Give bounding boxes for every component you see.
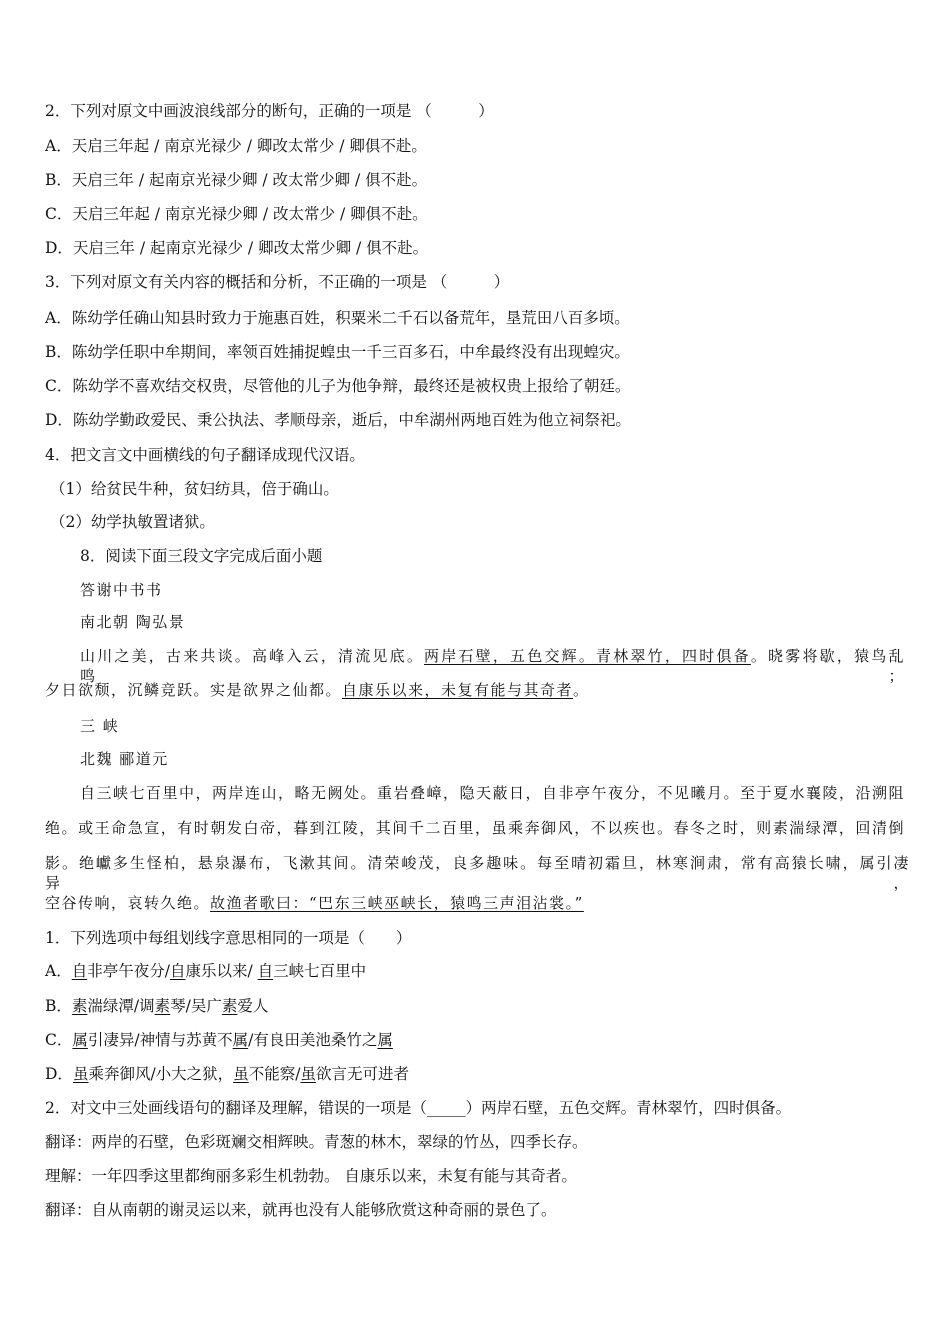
text-line xyxy=(45,1030,393,1050)
text-line xyxy=(50,479,339,499)
text-line xyxy=(45,928,411,948)
text-segment: C．天启三年起 / 南京光禄少卿 / 改太常少 / 卿俱不赴。 xyxy=(45,205,428,223)
text-segment: B．天启三年 / 起南京光禄少卿 / 改太常少卿 / 俱不赴。 xyxy=(45,171,428,189)
text-segment: 。 xyxy=(573,681,590,699)
underlined-text: 自 xyxy=(257,962,274,980)
text-line xyxy=(45,136,427,156)
underlined-text: 自 xyxy=(71,962,88,980)
text-segment: 湍绿潭/调 xyxy=(87,997,155,1015)
text-segment: 琴/吴广 xyxy=(170,997,222,1015)
text-line xyxy=(45,893,584,913)
underlined-text: 自 xyxy=(169,962,186,980)
text-line xyxy=(45,1200,557,1220)
text-segment: 北魏 郦道元 xyxy=(80,750,169,768)
text-segment: （2）幼学执敏置诸狱。 xyxy=(50,513,215,531)
text-line xyxy=(45,204,428,224)
text-line xyxy=(45,238,428,258)
text-line xyxy=(45,1132,588,1152)
text-segment: 答谢中书书 xyxy=(80,581,163,599)
text-segment: 绝。或王命急宣，有时朝发白帝，暮到江陵，其间千二百里，虽乘奔御风，不以疾也。春冬之时，则素湍绿潭，回清倒 xyxy=(45,819,905,837)
text-line xyxy=(80,580,163,600)
text-line xyxy=(45,410,631,430)
text-segment: 夕日欲颓，沉鳞竞跃。实是欲界之仙都。 xyxy=(45,681,343,699)
text-segment: 翻译：两岸的石壁，色彩斑斓交相辉映。青葱的林木，翠绿的竹丛，四季长存。 xyxy=(45,1133,588,1151)
text-segment: C． xyxy=(45,1031,73,1049)
text-segment: 南北朝 陶弘景 xyxy=(80,613,186,631)
underlined-text: 素 xyxy=(71,997,88,1015)
text-segment: 自三峡七百里中，两岸连山，略无阙处。重岩叠嶂，隐天蔽日，自非亭午夜分，不见曦月。至于夏水襄陵，沿溯阻 xyxy=(80,784,906,802)
text-segment: 非亭午夜分/ xyxy=(87,962,170,980)
text-line xyxy=(80,716,119,736)
underlined-text: 两岸石壁，五色交辉。青林翠竹，四时俱备 xyxy=(424,647,751,665)
text-line xyxy=(45,308,630,328)
text-segment: 三 峡 xyxy=(80,717,120,735)
text-segment: 不能察/ xyxy=(248,1065,301,1083)
text-segment: （1）给贫民牛种，贫妇纺具，倍于确山。 xyxy=(50,480,339,498)
text-segment: C．陈幼学不喜欢结交权贵，尽管他的儿子为他争辩，最终还是被权贵上报给了朝廷。 xyxy=(45,377,631,395)
underlined-text: 素 xyxy=(154,997,171,1015)
text-segment: A．陈幼学任确山知县时致力于施惠百姓，积粟米二千石以备荒年，垦荒田八百多顷。 xyxy=(45,309,630,327)
text-line xyxy=(45,961,366,981)
text-line xyxy=(80,749,169,769)
text-segment: 1．下列选项中每组划线字意思相同的一项是（ ） xyxy=(45,929,412,947)
text-segment: 山川之美，古来共谈。高峰入云，清流见底。 xyxy=(80,647,425,665)
text-segment: 欲言无可进者 xyxy=(315,1065,409,1083)
underlined-text: 虽 xyxy=(300,1065,316,1083)
text-line xyxy=(45,996,268,1016)
text-segment: 爱人 xyxy=(237,997,269,1015)
text-segment: B． xyxy=(45,997,72,1015)
text-line xyxy=(80,546,322,566)
underlined-text: 素 xyxy=(221,997,238,1015)
underlined-text: 虽 xyxy=(72,1065,89,1083)
text-segment: A． xyxy=(45,962,72,980)
text-line xyxy=(80,612,185,632)
text-segment: 康乐以来/ xyxy=(185,962,258,980)
text-line xyxy=(45,1166,577,1186)
text-segment: 8．阅读下面三段文字完成后面小题 xyxy=(80,547,323,565)
text-segment: 翻译：自从南朝的谢灵运以来，就再也没有人能够欣赏这种奇丽的景色了。 xyxy=(45,1201,557,1219)
underlined-text: 故渔者歌曰：“巴东三峡巫峡长，猿鸣三声泪沾裳。” xyxy=(210,894,584,912)
text-line xyxy=(50,512,215,532)
text-segment: D． xyxy=(45,1065,73,1083)
text-line xyxy=(45,342,630,362)
text-segment: B．陈幼学任职中牟期间，率领百姓捕捉蝗虫一千三百多石，中牟最终没有出现蝗灾。 xyxy=(45,343,630,361)
text-segment: 乘奔御风/小大之狱， xyxy=(88,1065,234,1083)
text-segment: 理解：一年四季这里都绚丽多彩生机勃勃。 自康乐以来，未复有能与其奇者。 xyxy=(45,1167,577,1185)
text-segment: 。晓雾将歇，猿鸟乱鸣； xyxy=(80,647,905,685)
text-line xyxy=(45,376,630,396)
text-line xyxy=(45,853,910,893)
text-line xyxy=(45,101,494,121)
text-segment: 引凄异/神情与苏黄不 xyxy=(87,1031,233,1049)
text-segment: 2．下列对原文中画波浪线部分的断句，正确的一项是 （ ） xyxy=(45,102,494,120)
text-line xyxy=(45,818,905,838)
text-line xyxy=(80,783,905,803)
text-segment: 4．把文言文中画横线的句子翻译成现代汉语。 xyxy=(45,446,365,464)
text-line xyxy=(45,680,590,700)
text-segment: 空谷传响，哀转久绝。 xyxy=(45,894,211,912)
text-segment: D．陈幼学勤政爱民、秉公执法、孝顺母亲，逝后，中牟湖州两地百姓为他立祠祭祀。 xyxy=(45,411,631,429)
text-line xyxy=(45,1064,409,1084)
text-segment: 2．对文中三处画线语句的翻译及理解，错误的一项是（_____）两岸石壁，五色交辉。青林翠竹，四时俱备。 xyxy=(45,1099,792,1117)
text-segment: 三峡七百里中 xyxy=(273,962,367,980)
text-line xyxy=(45,170,427,190)
underlined-text: 属 xyxy=(232,1031,249,1049)
text-line xyxy=(45,1098,791,1118)
underlined-text: 虽 xyxy=(233,1065,249,1083)
text-line xyxy=(45,445,365,465)
text-segment: 3．下列对原文有关内容的概括和分析，不正确的一项是 （ ） xyxy=(45,273,510,291)
text-segment: D．天启三年 / 起南京光禄少 / 卿改太常少卿 / 俱不赴。 xyxy=(45,239,429,257)
text-segment: /有良田美池桑竹之 xyxy=(248,1031,378,1049)
text-segment: A．天启三年起 / 南京光禄少 / 卿改太常少 / 卿俱不赴。 xyxy=(45,137,427,155)
text-segment: 影。绝巘多生怪柏，悬泉瀑布，飞漱其间。清荣峻茂，良多趣味。每至晴初霜旦，林寒涧肃，常有高猿长啸，属引凄异， xyxy=(45,854,910,892)
text-line xyxy=(45,272,509,292)
underlined-text: 自康乐以来，未复有能与其奇者 xyxy=(342,681,574,699)
underlined-text: 属 xyxy=(72,1031,88,1049)
underlined-text: 属 xyxy=(377,1031,393,1049)
